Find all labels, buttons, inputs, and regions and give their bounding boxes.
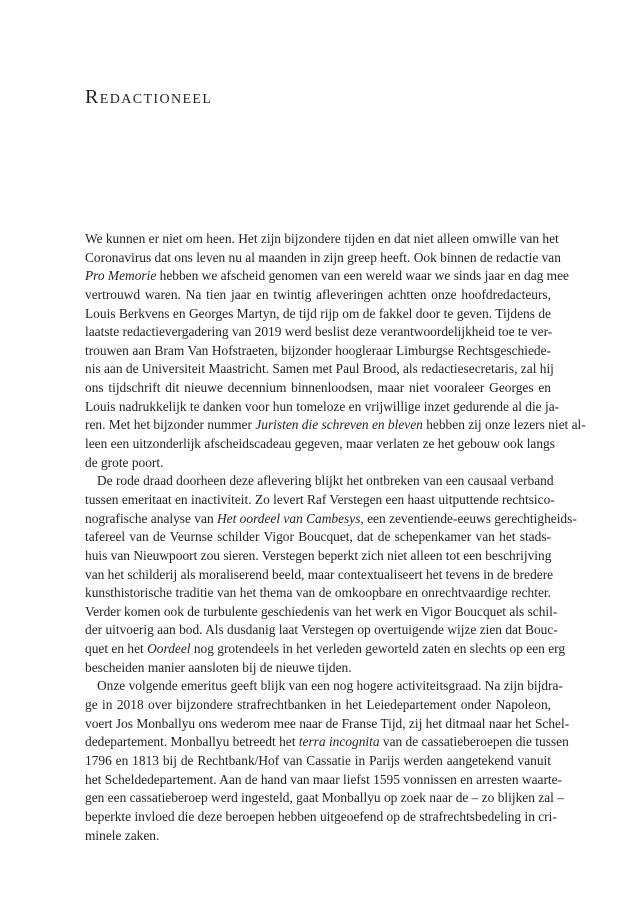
text-line [85,640,566,659]
text-run: minele zaken. [85,827,160,843]
text-run: beperkte invloed die deze beroepen hebben uitgeoefend op de strafrechtsbedeling in cri- [85,808,557,824]
text-run: van het schilderij als moraliserend beeld, maar contextualiseert het tevens in de bredere [85,566,554,582]
text-line [85,733,569,752]
text-line [85,715,570,734]
italic-title: Pro Memorie [85,268,157,284]
italic-title: Het oordeel van Cambesys [217,510,361,526]
text-run: trouwen aan Bram Van Hofstraeten, bijzonder hoogleraar Limburgse Rechtsgeschiede- [85,342,551,358]
text-line [85,528,551,547]
text-line [85,454,551,473]
text-line [85,323,551,342]
text-line [85,472,554,491]
text-run: gen een cassatieberoep werd ingesteld, gaat Monballyu op zoek naar de – zo blijken zal – [85,790,564,806]
text-line [85,379,551,398]
text-run: van de cassatieberoepen die tussen [379,734,569,750]
paragraph [85,230,586,472]
page-title: Redactioneel [85,86,213,108]
text-line [85,584,551,603]
text-run: tafereel van de Veurnse schilder Vigor Boucquet, dat de schepenkamer van het stads- [85,529,551,545]
text-run: Onze volgende emeritus geeft blijk van een nog hogere activiteitsgraad. Na zijn bijdra- [97,678,563,694]
text-run: ren. Met het bijzonder nummer [85,417,256,433]
text-run: de grote poort. [85,454,164,470]
text-line [85,416,586,435]
text-line [85,771,563,790]
text-line [85,566,554,585]
text-run: vertrouwd waren. Na tien jaar en twintig afleveringen achtten onze hoofdredacteurs, [85,286,551,302]
text-line [85,510,577,529]
text-run: tussen emeritaat en inactiviteit. Zo levert Raf Verstegen een haast uitputtende rechtsico- [85,491,555,507]
text-run: nis aan de Universiteit Maastricht. Samen met Paul Brood, als redactiesecretaris, zal hij [85,361,554,377]
text-line [85,249,561,268]
text-line [85,342,551,361]
text-line [85,491,555,510]
text-line [85,752,551,771]
text-run: Louis Berkvens en Georges Martyn, de tijd rijp om de fakkel door te geven. Tijdens de [85,305,551,321]
text-run: ge in 2018 over bijzondere strafrechtbanken in het Leiedepartement onder Napoleon, [85,697,551,713]
text-run: laatste redactievergadering van 2019 werd beslist deze verantwoordelijkheid toe te ver- [85,324,553,340]
text-line [85,677,563,696]
text-run: quet en het [85,641,148,657]
text-line [85,286,551,305]
text-line [85,267,569,286]
text-line [85,808,557,827]
paragraph [85,677,570,845]
text-run: De rode draad doorheen deze aflevering blijkt het ontbreken van een causaal verband [97,473,554,489]
editorial-body [85,230,586,845]
text-run: hebben we afscheid genomen van een wereld waar we sinds jaar en dag mee [156,268,569,284]
text-line [85,305,551,324]
text-line [85,789,564,808]
text-line [85,621,558,640]
text-run: dedepartement. Monballyu betreedt het [85,734,299,750]
text-line [85,827,551,846]
text-run: Coronavirus dat ons leven nu al maanden in zijn greep heeft. Ook binnen de redactie van [85,249,561,265]
text-line [85,659,551,678]
text-run: Verder komen ook de turbulente geschiedenis van het werk en Vigor Boucquet als schil- [85,603,558,619]
text-line [85,603,558,622]
italic-title: Oordeel [147,641,191,657]
text-run: het Scheldedepartement. Aan de hand van maar liefst 1595 vonnissen en arresten waarte- [85,771,563,787]
text-run: hebben zij onze lezers niet al- [422,417,586,433]
text-run: ons tijdschrift dit nieuwe decennium binnenloodsen, maar niet vooraleer Georges en [85,380,551,396]
text-run: kunsthistorische traditie van het thema van de omkoopbare en onrechtvaardige rechter. [85,585,551,601]
text-run: bescheiden manier aansloten bij de nieuwe tijden. [85,659,352,675]
italic-title: terra incognita [298,734,380,750]
text-run: , een zeventiende-eeuws gerechtigheids- [360,510,577,526]
text-line [85,230,559,249]
text-run: 1796 en 1813 bij de Rechtbank/Hof van Cassatie in Parijs werden aangetekend vanuit [85,752,551,768]
text-run: leen een uitzonderlijk afscheidscadeau gegeven, maar verlaten ze het gebouw ook langs [85,436,555,452]
text-line [85,360,554,379]
paragraph [85,472,577,677]
text-run: huis van Nieuwpoort zou sieren. Verstegen beperkt zich niet alleen tot een beschrijving [85,547,552,563]
text-line [85,435,555,454]
text-line [85,547,551,566]
text-run: Louis nadrukkelijk te danken voor hun tomeloze en vrijwillige inzet gedurende al die ja- [85,398,560,414]
text-run: der uitvoerig aan bod. Als dusdanig laat Verstegen op overtuigende wijze zien dat Bouc- [85,622,558,638]
text-run: nografische analyse van [85,510,217,526]
text-line [85,398,560,417]
text-line [85,696,551,715]
italic-title: Juristen die schreven en bleven [255,417,423,433]
text-run: nog grotendeels in het verleden geworteld zaten en slechts op een erg [190,641,566,657]
text-run: voert Jos Monballyu ons wederom mee naar de Franse Tijd, zij het ditmaal naar het Schel- [85,715,570,731]
text-run: We kunnen er niet om heen. Het zijn bijzondere tijden en dat niet alleen omwille van het [85,231,559,246]
